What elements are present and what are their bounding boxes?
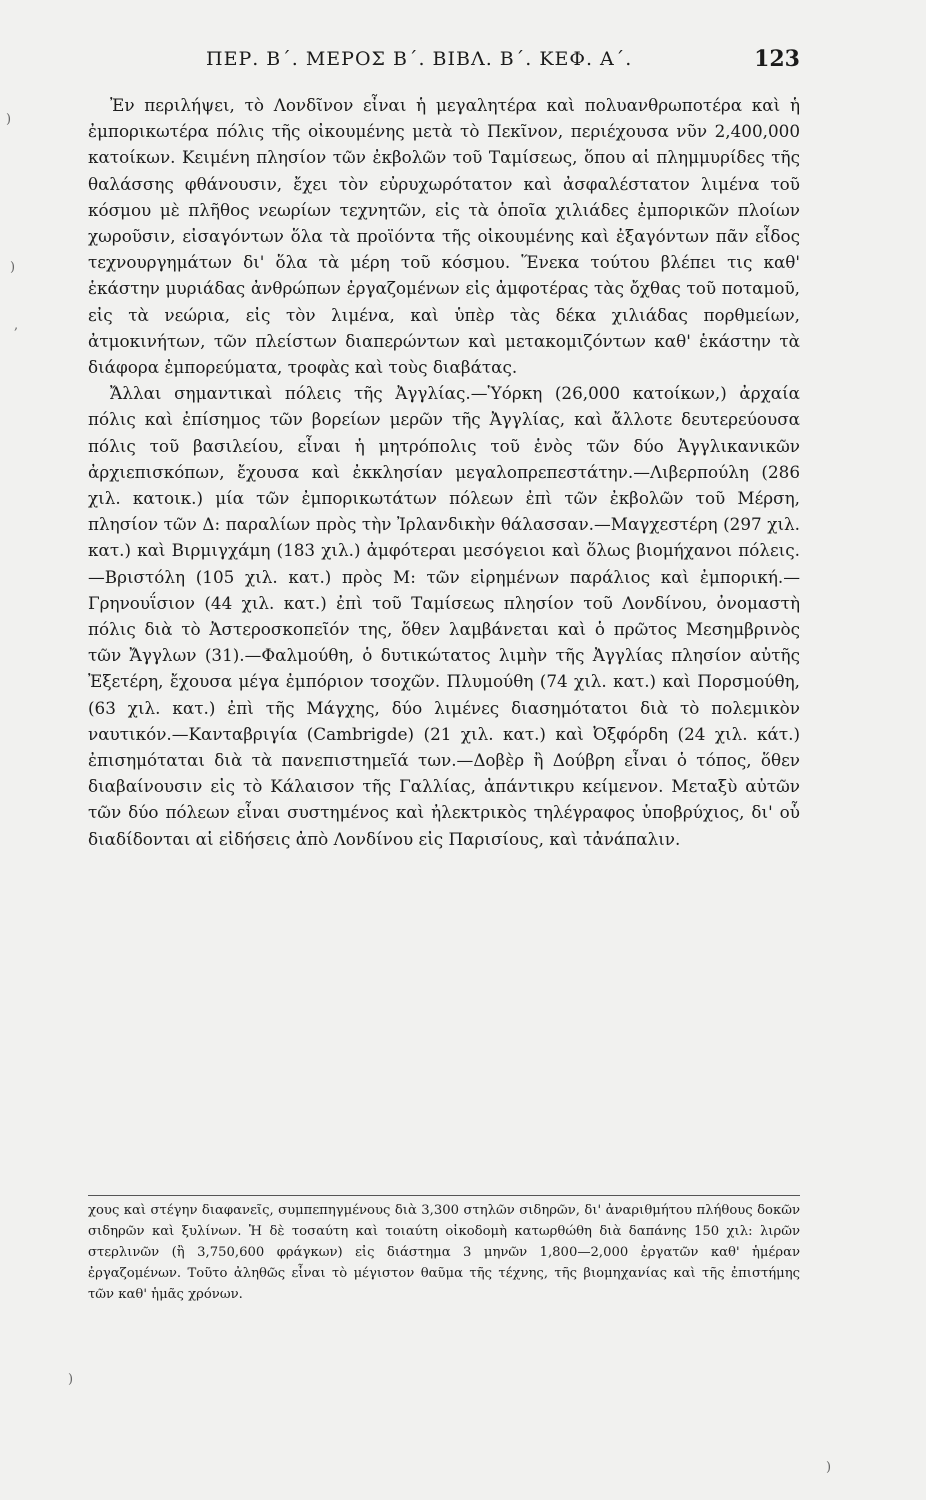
page-header	[88, 44, 800, 78]
main-text	[88, 92, 800, 852]
running-head: ΠΕΡ. Β΄. ΜΕΡΟΣ Β΄. ΒΙΒΛ. Β΄. ΚΕΦ. Α΄.	[206, 48, 633, 70]
page-number: 123	[754, 46, 800, 72]
margin-mark: )	[6, 112, 12, 127]
margin-mark: )	[826, 1460, 832, 1475]
margin-mark: )	[68, 1372, 74, 1387]
margin-mark: )	[10, 260, 16, 275]
paragraph-london: Ἐν περιλήψει, τὸ Λονδῖνον εἶναι ἡ μεγαλητέρα καὶ πολυανθρωποτέρα καὶ ἡ ἐμπορικωτέρα πόλις τῆς οἰκουμένης μετὰ τὸ Πεκῖνον, περιέχουσα νῦν 2,400,000 κατοίκων. Κειμένη πλησίον τῶν ἐκβολῶν τοῦ Ταμίσεως, ὅπου αἱ πλημμυρίδες τῆς θαλάσσης φθάνουσιν, ἔχει τὸν εὐρυχωρότατον καὶ ἀσφαλέστατον λιμένα τοῦ κόσμου μὲ πλῆθος νεωρίων τεχνητῶν, εἰς τὰ ὁποῖα χιλιάδες ἐμπορικῶν πλοίων χωροῦσιν, εἰσαγόντων ὅλα τὰ προϊόντα τῆς οἰκουμένης καὶ ἐξαγόντων πᾶν εἶδος τεχνουργημάτων δι' ὅλα τὰ μέρη τοῦ κόσμου. Ἕνεκα τούτου βλέπει τις καθ' ἑκάστην μυριάδας ἀνθρώπων ἐργαζομένων εἰς ἀμφοτέρας τὰς ὄχθας τοῦ ποταμοῦ, εἰς τὰ νεώρια, εἰς τὸν λιμένα, καὶ ὑπὲρ τὰς δέκα χιλιάδας πορθμείων, ἀτμοκινήτων, τῶν πλείστων διαπερώντων καὶ μετακομιζόντων καθ' ἑκάστην τὰ διάφορα ἐμπορεύματα, τροφὰς καὶ τοὺς διαβάτας.	[88, 95, 800, 378]
footnote: χους καὶ στέγην διαφανεῖς, συμπεπηγμένους διὰ 3,300 στηλῶν σιδηρῶν, δι' ἀναριθμήτου πλήθους δοκῶν σιδηρῶν καὶ ξυλίνων. Ἡ δὲ τοσαύτη καὶ τοιαύτη οἰκοδομὴ κατωρθώθη διὰ δαπάνης 150 χιλ: λιρῶν στερλινῶν (ἢ 3,750,600 φράγκων) εἰς διάστημα 3 μηνῶν 1,800—2,000 ἐργατῶν καθ' ἡμέραν ἐργαζομένων. Τοῦτο ἀληθῶς εἶναι τὸ μέγιστον θαῦμα τῆς τέχνης, τῆς βιομηχανίας καὶ τῆς ἐπιστήμης τῶν καθ' ἡμᾶς χρόνων.	[88, 1203, 800, 1302]
margin-mark: ,	[14, 318, 19, 333]
footnote-rule	[88, 1195, 800, 1196]
paragraph-other-cities: Ἄλλαι σημαντικαὶ πόλεις τῆς Ἀγγλίας.—Ὑόρκη (26,000 κατοίκων,) ἀρχαία πόλις καὶ ἐπίσημος τῶν βορείων μερῶν τῆς Ἀγγλίας, καὶ ἄλλοτε δευτερεύουσα πόλις τοῦ βασιλείου, εἶναι ἡ μητρόπολις τοῦ ἑνὸς τῶν δύο Ἀγγλικανικῶν ἀρχιεπισκόπων, ἔχουσα καὶ ἐκκλησίαν μεγαλοπρεπεστάτην.—Λιβερπούλη (286 χιλ. κατοικ.) μία τῶν ἐμπορικωτάτων πόλεων ἐπὶ τῶν ἐκβολῶν τοῦ Μέρση, πλησίον τῶν Δ: παραλίων πρὸς τὴν Ἰρλανδικὴν θάλασσαν.—Μαγχεστέρη (297 χιλ. κατ.) καὶ Βιρμιγχάμη (183 χιλ.) ἀμφότεραι μεσόγειοι καὶ ὅλως βιομήχανοι πόλεις.—Βριστόλη (105 χιλ. κατ.) πρὸς Μ: τῶν εἰρημένων παράλιος καὶ ἐμπορική.—Γρηνουΐσιον (44 χιλ. κατ.) ἐπὶ τοῦ Ταμίσεως πλησίον τοῦ Λονδίνου, ὀνομαστὴ πόλις διὰ τὸ Ἀστεροσκοπεῖόν της, ὅθεν λαμβάνεται καὶ ὁ πρῶτος Μεσημβρινὸς τῶν Ἄγγλων (31).—Φαλμούθη, ὁ δυτικώτατος λιμὴν τῆς Ἀγγλίας πλησίον αὐτῆς Ἐξετέρη, ἔχουσα μέγα ἐμπόριον τσοχῶν. Πλυμούθη (74 χιλ. κατ.) καὶ Πορσμούθη, (63 χιλ. κατ.) ἐπὶ τῆς Μάγχης, δύο λιμένες διασημότατοι διὰ τὸ πολεμικὸν ναυτικόν.—Κανταβριγία (Cambrigde) (21 χιλ. κατ.) καὶ Ὀξφόρδη (24 χιλ. κάτ.) ἐπισημόταται διὰ τὰ πανεπιστημεῖά των.—Δοβὲρ ἢ Δούβρη εἶναι ὁ τόπος, ὅθεν διαβαίνουσιν εἰς τὸ Κάλαισον τῆς Γαλλίας, ἀπάντικρυ κείμενον. Μεταξὺ αὐτῶν τῶν δύο πόλεων εἶναι συστημένος καὶ ἠλεκτρικὸς τηλέγραφος ὑποβρύχιος, δι' οὗ διαδίδονται αἱ εἰδήσεις ἀπὸ Λονδίνου εἰς Παρισίους, καὶ τἀνάπαλιν.	[88, 383, 800, 849]
